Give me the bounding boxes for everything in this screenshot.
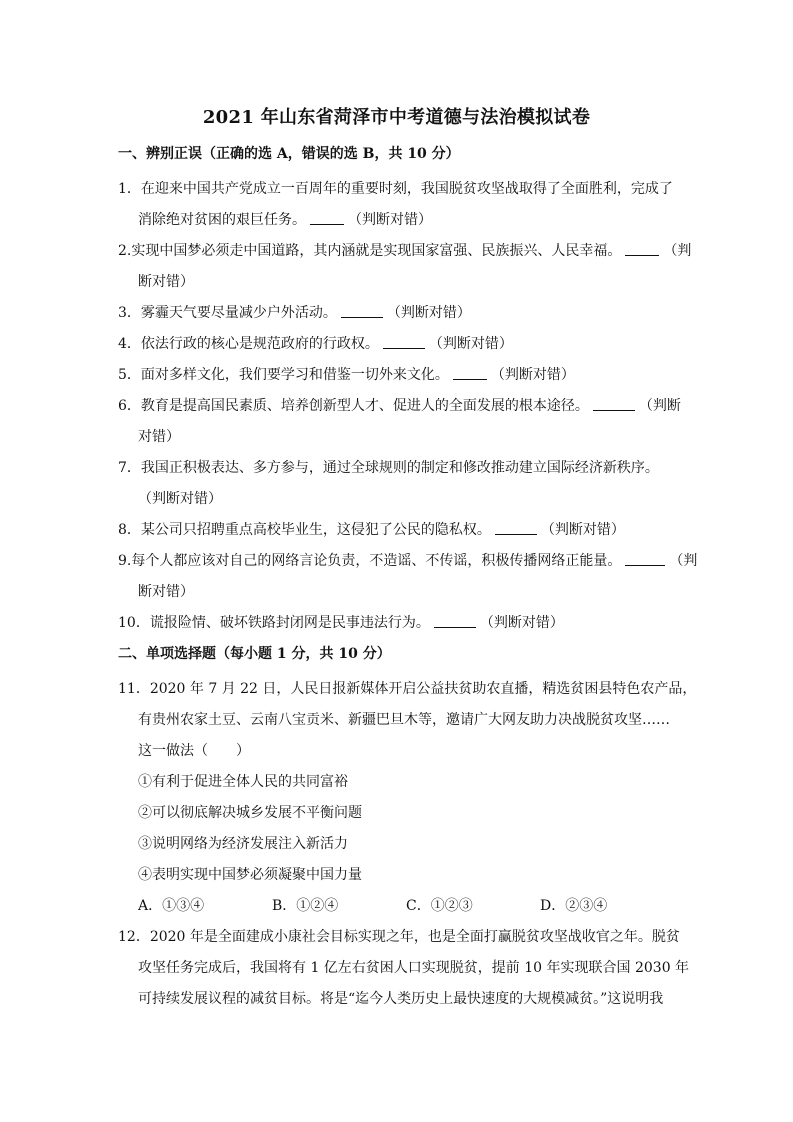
section-heading-2: 二、单项选择题（每小题 1 分，共 10 分） — [118, 646, 391, 662]
question-8-text: 8．某公司只招聘重点高校毕业生，这侵犯了公民的隐私权。 — [118, 522, 491, 538]
question-11-line-2: 有贵州农家土豆、云南八宝贡米、新疆巴旦木等，邀请广大网友助力决战脱贫攻坚…… — [138, 712, 670, 728]
judge-suffix: （判断对错） — [540, 522, 625, 538]
question-7-line-2 — [118, 484, 684, 515]
judge-suffix-part: （判 — [663, 243, 692, 259]
answer-choices — [118, 891, 684, 922]
question-3 — [118, 298, 684, 329]
exam-body — [118, 143, 698, 1015]
question-4-text: 4．依法行政的核心是规范政府的行政权。 — [118, 336, 379, 352]
judge-suffix-part: （判断 — [638, 398, 681, 414]
judge-suffix: （判断对错） — [490, 367, 575, 383]
question-2-text: 2.实现中国梦必须走中国道路，其内涵就是实现国家富强、民族振兴、人民幸福。 — [118, 243, 622, 259]
judge-suffix: （判断对错） — [348, 212, 432, 228]
question-6-text: 6．教育是提高国民素质、培养创新型人才、促进人的全面发展的根本途径。 — [118, 398, 589, 414]
answer-blank[interactable] — [625, 551, 665, 566]
question-1 — [118, 174, 684, 236]
question-6-line-2: 对错） — [138, 429, 180, 445]
answer-blank[interactable] — [310, 210, 344, 225]
question-2-line-1 — [118, 236, 692, 267]
choice-b[interactable]: B．①②④ — [272, 898, 339, 914]
question-12-line-2: 攻坚任务完成后，我国将有 1 亿左右贫困人口实现脱贫，提前 10 年实现联合国 2030 年 — [138, 960, 690, 976]
question-12-line-1: 12．2020 年是全面建成小康社会目标实现之年，也是全面打赢脱贫攻坚战收官之年。脱贫 — [118, 929, 680, 945]
answer-blank[interactable] — [593, 396, 635, 411]
judge-suffix: （判断对错） — [386, 305, 471, 321]
judge-suffix-part: （判 — [669, 553, 698, 569]
question-10 — [118, 608, 684, 639]
question-9-line-2: 断对错） — [138, 584, 194, 600]
judge-suffix: （判断对错） — [479, 615, 564, 631]
question-12 — [118, 922, 690, 1015]
question-1-line-2 — [118, 205, 684, 236]
choice-c[interactable]: C．①②③ — [406, 898, 473, 914]
question-9-text: 9.每个人都应该对自己的网络言论负责，不造谣、不传谣，积极传播网络正能量。 — [118, 553, 622, 569]
question-10-line-1 — [118, 608, 684, 639]
question-5-line-1 — [118, 360, 684, 391]
question-11-line-1: 11．2020 年 7 月 22 日，人民日报新媒体开启公益扶贫助农直播，精选贫困县特色农产品， — [118, 681, 697, 697]
statement-2: ②可以彻底解决城乡发展不平衡问题 — [138, 805, 362, 821]
statement-1: ①有利于促进全体人民的共同富裕 — [138, 774, 348, 790]
page-title: 2021 年山东省菏泽市中考道德与法治模拟试卷 — [202, 107, 591, 128]
question-11 — [118, 674, 697, 922]
question-2 — [118, 236, 692, 298]
answer-blank[interactable] — [453, 365, 487, 380]
choice-d[interactable]: D．②③④ — [540, 898, 608, 914]
section-heading-1: 一、辨别正误（正确的选 A，错误的选 B，共 10 分） — [118, 146, 460, 162]
statement-3: ③说明网络为经济发展注入新活力 — [138, 836, 348, 852]
statement-4: ④表明实现中国梦必须凝聚中国力量 — [138, 867, 362, 883]
question-10-text: 10．谎报险情、破坏铁路封闭网是民事违法行为。 — [118, 615, 430, 631]
answer-blank[interactable] — [495, 520, 537, 535]
question-4-line-1 — [118, 329, 684, 360]
judge-suffix: （判断对错） — [138, 491, 222, 507]
question-2-line-2: 断对错） — [138, 274, 194, 290]
question-3-line-1 — [118, 298, 684, 329]
question-3-text: 3．雾霾天气要尽量减少户外活动。 — [118, 305, 337, 321]
question-7 — [118, 453, 684, 515]
question-11-line-3: 这一做法（ ） — [138, 743, 250, 759]
question-4 — [118, 329, 684, 360]
question-9 — [118, 546, 698, 608]
question-12-line-3: 可持续发展议程的减贫目标。将是“迄今人类历史上最快速度的大规模减贫。”这说明我 — [138, 991, 664, 1007]
question-5 — [118, 360, 684, 391]
answer-blank[interactable] — [383, 334, 425, 349]
judge-suffix: （判断对错） — [428, 336, 513, 352]
question-8-line-1 — [118, 515, 684, 546]
answer-blank[interactable] — [625, 241, 659, 256]
question-1-line-1: 1．在迎来中国共产党成立一百周年的重要时刻，我国脱贫攻坚战取得了全面胜利，完成了 — [118, 181, 673, 197]
question-6-line-1 — [118, 391, 684, 422]
answer-blank[interactable] — [341, 303, 383, 318]
question-7-line-1: 7．我国正积极表达、多方参与，通过全球规则的制定和修改推动建立国际经济新秩序。 — [118, 460, 659, 476]
question-1-text: 消除绝对贫困的艰巨任务。 — [138, 212, 306, 228]
answer-blank[interactable] — [434, 613, 476, 628]
question-8 — [118, 515, 684, 546]
question-9-line-1 — [118, 546, 698, 577]
question-5-text: 5．面对多样文化，我们要学习和借鉴一切外来文化。 — [118, 367, 449, 383]
choice-a[interactable]: A．①③④ — [138, 898, 205, 914]
question-6 — [118, 391, 684, 453]
